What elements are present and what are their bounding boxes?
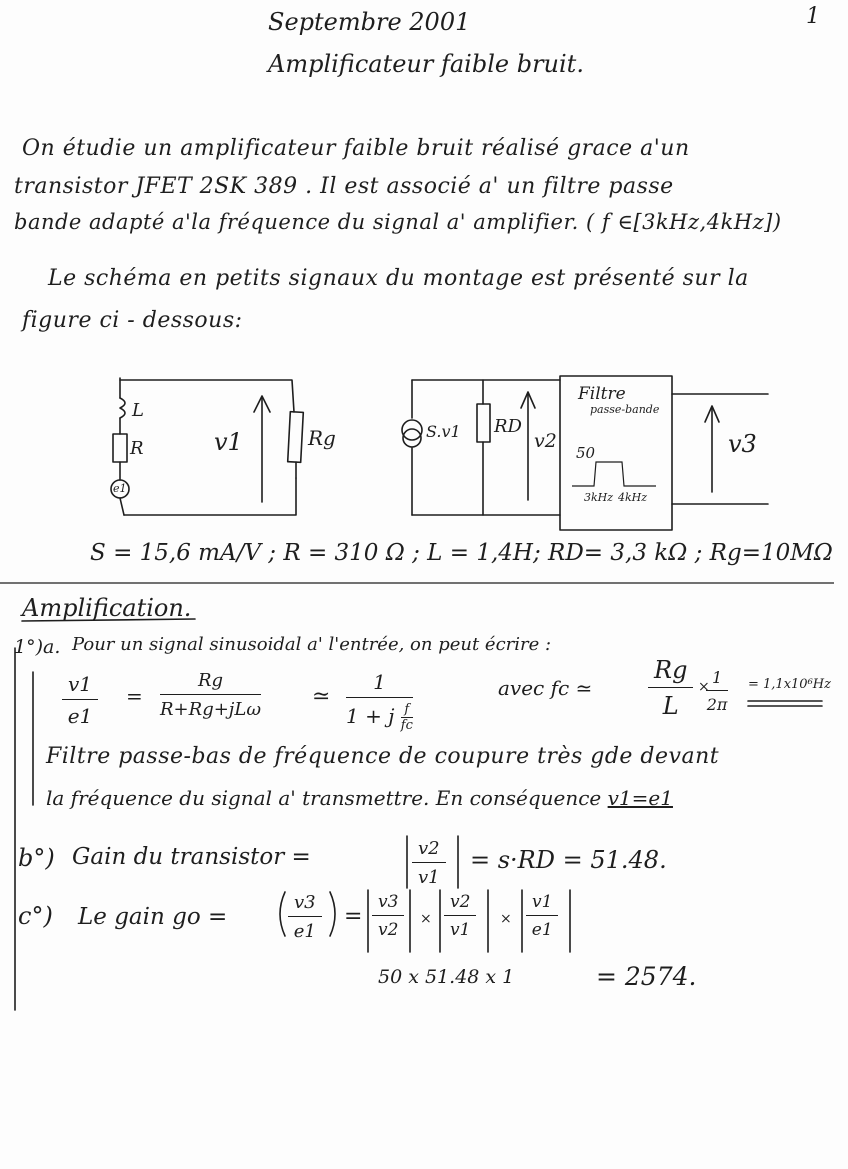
equals-2: = bbox=[344, 904, 363, 929]
times-1: × bbox=[698, 679, 710, 695]
page-number: 1 bbox=[806, 4, 820, 29]
q1c-result: = 2574. bbox=[596, 962, 697, 991]
q1b-result: = s·RD = 51.48. bbox=[470, 846, 667, 874]
v1-label: v1 bbox=[214, 428, 243, 456]
section-title: Amplification. bbox=[22, 594, 192, 622]
fc-value: = 1,1x10⁶Hz bbox=[748, 677, 831, 692]
q1a-line-3-text: la fréquence du signal a' transmettre. En conséquence bbox=[46, 786, 608, 810]
frac-v1-e1-c: v1 e1 bbox=[526, 892, 558, 940]
frac-v3-v2: v3 v2 bbox=[372, 892, 404, 940]
source-label: e1 bbox=[113, 482, 127, 495]
q1b-label: b°) bbox=[18, 844, 55, 872]
filter-f-high: 4kHz bbox=[618, 491, 648, 504]
intro-line-3: bande adapté a'la fréquence du signal a' amplifier. ( f ∈[3kHz,4kHz]) bbox=[14, 210, 782, 234]
frac-rg: Rg R+Rg+jLω bbox=[160, 670, 262, 720]
intro-line-4: Le schéma en petits signaux du montage est présenté sur la bbox=[48, 266, 749, 291]
filter-subtitle: passe-bande bbox=[590, 403, 660, 416]
v3-label: v3 bbox=[728, 430, 757, 458]
intro-line-5: figure ci - dessous: bbox=[22, 308, 243, 333]
fc-avec: avec fc ≃ bbox=[498, 676, 593, 700]
frac-lowpass: 1 1 + j $\frac{f}{fc}$ bbox=[346, 670, 413, 733]
filter-gain: 50 bbox=[576, 444, 596, 462]
frac-v2-v1-c: v2 v1 bbox=[444, 892, 476, 940]
circuit-parameters: S = 15,6 mA/V ; R = 310 Ω ; L = 1,4H; RD= 3,3 kΩ ; Rg=10MΩ bbox=[90, 540, 833, 566]
inductor-label: L bbox=[132, 400, 144, 421]
frac-v2-v1: v2 v1 bbox=[412, 838, 446, 888]
q1c-label: c°) bbox=[18, 902, 53, 930]
date-heading: Septembre 2001 bbox=[268, 8, 471, 36]
equals-1: = bbox=[126, 684, 143, 708]
q1a-line-2: Filtre passe-bas de fréquence de coupure très gde devant bbox=[46, 744, 720, 769]
frac-v1-e1: v1 e1 bbox=[62, 672, 98, 728]
v2-label: v2 bbox=[534, 430, 557, 452]
approx-1: ≃ bbox=[312, 684, 331, 709]
filter-title: Filtre bbox=[578, 384, 626, 404]
times-3: × bbox=[500, 911, 512, 927]
intro-line-1: On étudie un amplificateur faible bruit réalisé grace a'un bbox=[22, 136, 690, 161]
frac-2pi: 1 2π bbox=[706, 668, 728, 714]
q1b-text: Gain du transistor = bbox=[72, 844, 311, 870]
resistor-label: R bbox=[130, 438, 144, 459]
current-source-label: S.v1 bbox=[426, 422, 461, 441]
rd-label: RD bbox=[494, 416, 522, 437]
rg-label: Rg bbox=[308, 426, 336, 450]
times-2: × bbox=[420, 911, 432, 927]
frac-fc: Rg L bbox=[648, 656, 693, 720]
q1c-text: Le gain go = bbox=[78, 904, 228, 930]
q1a-intro: Pour un signal sinusoidal a' l'entrée, on peut écrire : bbox=[72, 634, 552, 655]
q1a-conclusion: v1=e1 bbox=[607, 786, 673, 810]
q1a-line-3 bbox=[46, 788, 673, 808]
document-title: Amplificateur faible bruit. bbox=[268, 50, 584, 78]
frac-v3-e1: v3 e1 bbox=[288, 892, 322, 942]
filter-f-low: 3kHz bbox=[584, 491, 614, 504]
q1a-label: 1°)a. bbox=[14, 636, 61, 658]
intro-line-2: transistor JFET 2SK 389 . Il est associé a' un filtre passe bbox=[14, 174, 674, 199]
q1c-product: 50 x 51.48 x 1 bbox=[378, 966, 515, 988]
